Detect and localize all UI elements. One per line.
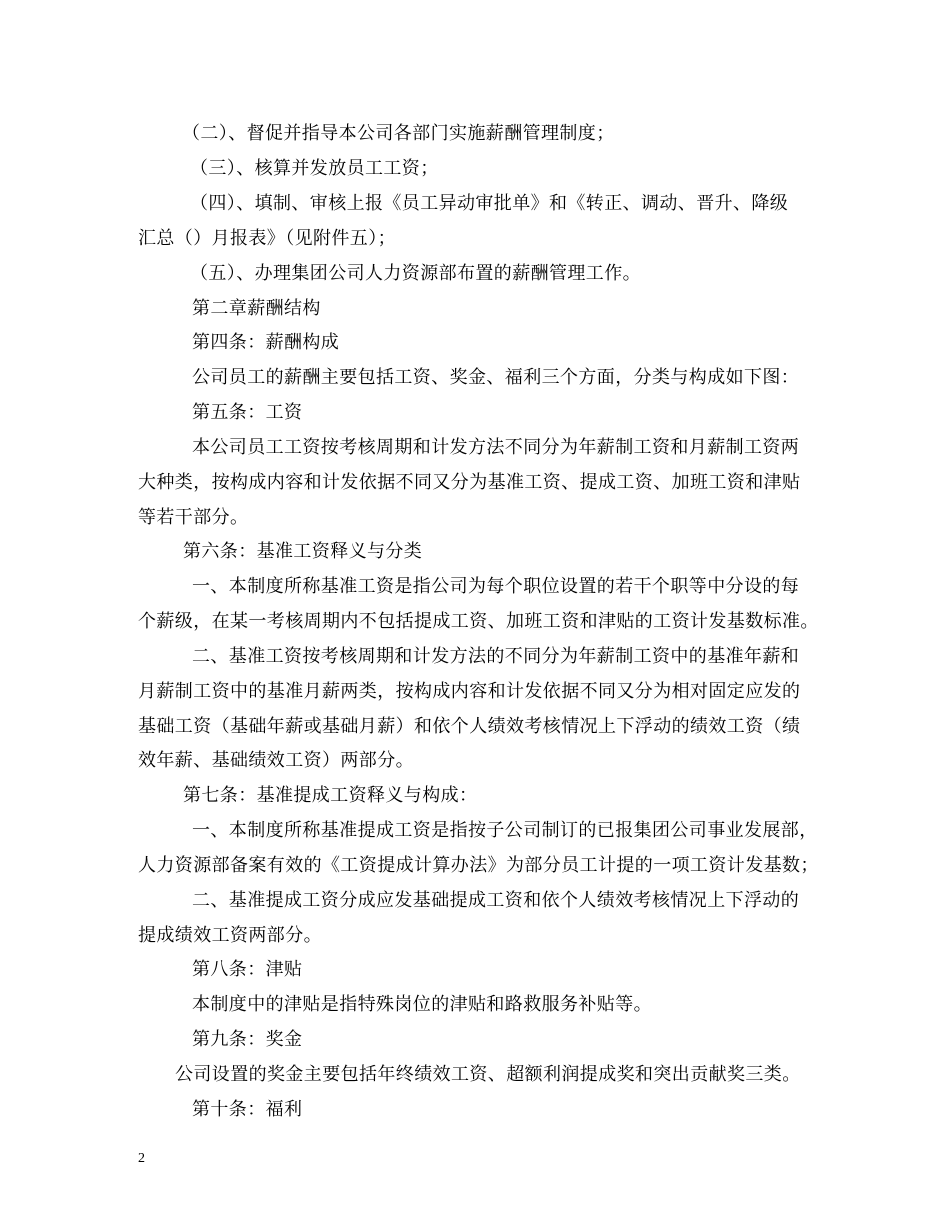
page-number: 2 [138, 1151, 145, 1166]
text-line: 二、基准提成工资分成应发基础提成工资和依个人绩效考核情况上下浮动的 [192, 890, 800, 911]
text-line: 个薪级，在某一考核周期内不包括提成工资、加班工资和津贴的工资计发基数标准。 [138, 611, 819, 632]
text-line: 一、本制度所称基准提成工资是指按子公司制订的已报集团公司事业发展部， [192, 820, 818, 841]
text-line: 二、基准工资按考核周期和计发方法的不同分为年薪制工资中的基准年薪和 [192, 646, 800, 667]
text-line: 大种类，按构成内容和计发依据不同又分为基准工资、提成工资、加班工资和津贴 [138, 472, 801, 493]
text-line: （二）、督促并指导本公司各部门实施薪酬管理制度； [182, 123, 615, 144]
article-heading: 第九条：奖金 [192, 1029, 303, 1050]
text-line: （五）、办理集团公司人力资源部布置的薪酬管理工作。 [190, 263, 641, 284]
text-line: 人力资源部备案有效的《工资提成计算办法》为部分员工计提的一项工资计发基数； [138, 855, 819, 876]
text-line: 汇总（）月报表》（见附件五）； [138, 228, 396, 249]
article-heading: 第六条：基准工资释义与分类 [183, 541, 423, 562]
text-line: 等若干部分。 [138, 507, 249, 528]
article-heading: 第八条：津贴 [192, 959, 303, 980]
text-line: 效年薪、基础绩效工资）两部分。 [138, 750, 414, 771]
text-line: 月薪制工资中的基准月薪两类，按构成内容和计发依据不同又分为相对固定应发的 [138, 681, 801, 702]
text-line: （三）、核算并发放员工工资； [190, 158, 439, 179]
text-line: （四）、填制、审核上报《员工异动审批单》和《转正、调动、晋升、降级 [190, 193, 789, 214]
text-line: 本制度中的津贴是指特殊岗位的津贴和路救服务补贴等。 [192, 994, 652, 1015]
text-line: 一、本制度所称基准工资是指公司为每个职位设置的若干个职等中分设的每 [192, 576, 800, 597]
article-heading: 第十条：福利 [192, 1099, 303, 1120]
article-heading: 第四条：薪酬构成 [192, 332, 340, 353]
text-line: 公司设置的奖金主要包括年终绩效工资、超额利润提成奖和突出贡献奖三类。 [175, 1064, 801, 1085]
text-line: 公司员工的薪酬主要包括工资、奖金、福利三个方面，分类与构成如下图： [192, 367, 800, 388]
article-heading: 第五条：工资 [192, 402, 303, 423]
text-line: 基础工资（基础年薪或基础月薪）和依个人绩效考核情况上下浮动的绩效工资（绩 [138, 716, 801, 737]
text-line: 本公司员工工资按考核周期和计发方法不同分为年薪制工资和月薪制工资两 [192, 437, 800, 458]
text-line: 提成绩效工资两部分。 [138, 925, 322, 946]
article-heading: 第七条：基准提成工资释义与构成： [183, 785, 478, 806]
chapter-heading: 第二章薪酬结构 [192, 298, 321, 319]
